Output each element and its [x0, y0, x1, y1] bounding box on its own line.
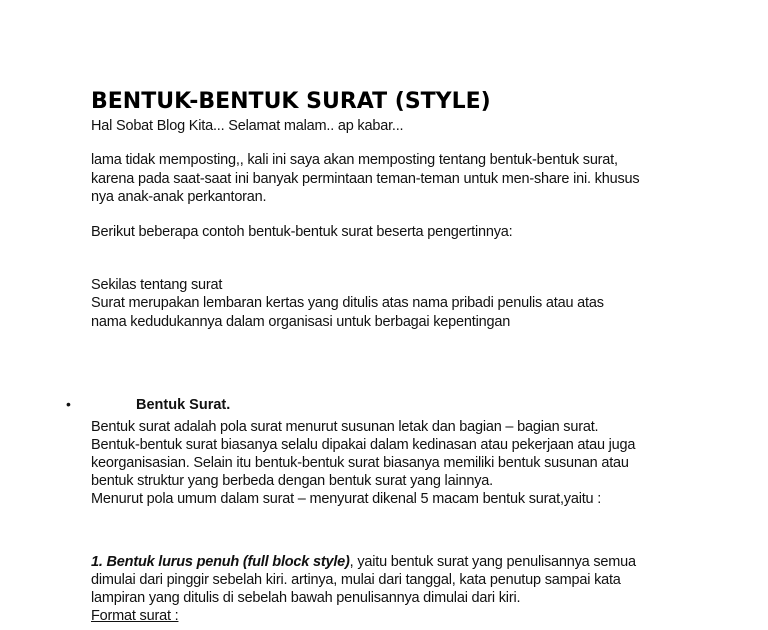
bullet-icon: • [66, 396, 71, 412]
intro-line: lama tidak memposting,, kali ini saya akan memposting tentang bentuk-bentuk surat, [91, 152, 618, 168]
bentuk-surat-line: Bentuk surat adalah pola surat menurut susunan letak dan bagian – bagian surat. [91, 419, 599, 435]
intro-line: karena pada saat-saat ini banyak permintaan teman-teman untuk men-share ini. khusus [91, 171, 640, 187]
item1-line: dimulai dari pinggir sebelah kiri. artinya, mulai dari tanggal, kata penutup sampai kata [91, 572, 621, 588]
item1-rest: , yaitu bentuk surat yang penulisannya semua [349, 554, 636, 570]
format-surat-label: Format surat : [91, 608, 179, 624]
berikut-text: Berikut beberapa contoh bentuk-bentuk surat beserta pengertinnya: [91, 224, 513, 240]
greeting: Hal Sobat Blog Kita... Selamat malam.. ap kabar... [91, 118, 404, 134]
bentuk-surat-line: Bentuk-bentuk surat biasanya selalu dipakai dalam kedinasan atau pekerjaan atau juga [91, 437, 636, 453]
item1-label: 1. Bentuk lurus penuh (full block style) [91, 554, 350, 570]
item1-line: lampiran yang ditulis di sebelah bawah penulisannya dimulai dari kiri. [91, 590, 521, 606]
bentuk-surat-line: Menurut pola umum dalam surat – menyurat dikenal 5 macam bentuk surat,yaitu : [91, 491, 602, 507]
sekilas-line: Surat merupakan lembaran kertas yang ditulis atas nama pribadi penulis atau atas [91, 295, 604, 311]
sekilas-heading: Sekilas tentang surat [91, 277, 223, 293]
intro-line: nya anak-anak perkantoran. [91, 189, 267, 205]
item1-first-line [91, 553, 636, 571]
bentuk-surat-heading: Bentuk Surat. [136, 397, 231, 413]
document-title: BENTUK-BENTUK SURAT (STYLE) [91, 89, 491, 114]
sekilas-line: nama kedudukannya dalam organisasi untuk berbagai kepentingan [91, 314, 511, 330]
bentuk-surat-line: bentuk struktur yang berbeda dengan bentuk surat yang lainnya. [91, 473, 493, 489]
bentuk-surat-line: keorganisasian. Selain itu bentuk-bentuk surat biasanya memiliki bentuk susunan atau [91, 455, 629, 471]
